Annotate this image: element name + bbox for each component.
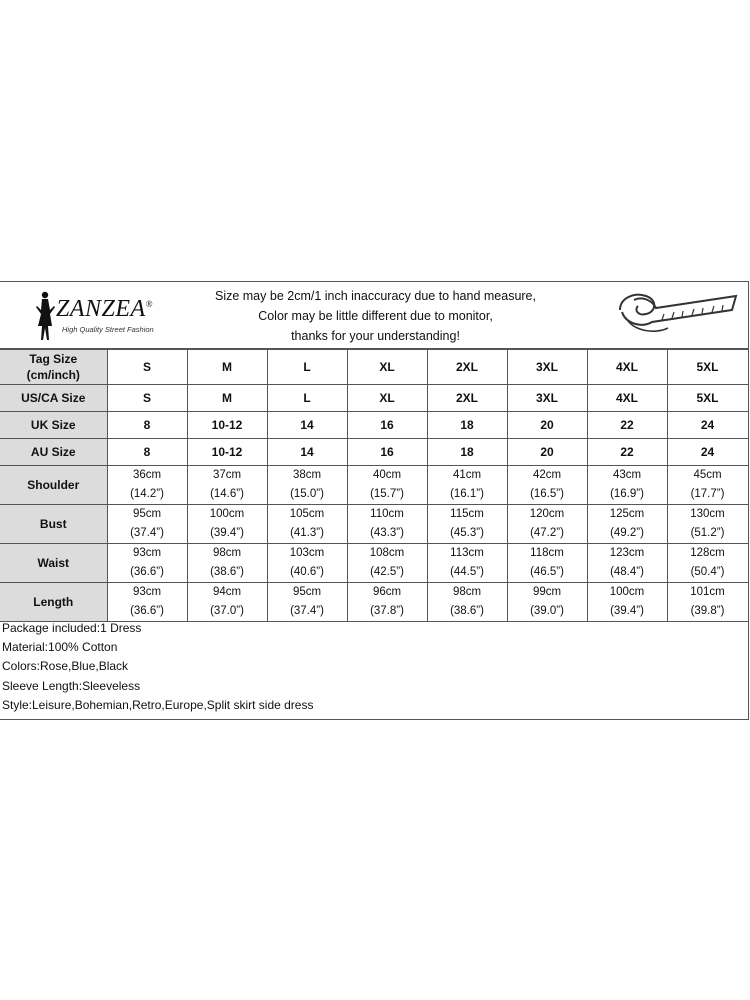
note-package: Package included:1 Dress (2, 621, 142, 635)
table-cell: 38cm (15.0”) (267, 466, 347, 505)
table-cell: 24 (667, 412, 748, 439)
table-cell: 110cm (43.3”) (347, 505, 427, 544)
table-cell: M (187, 385, 267, 412)
table-cell: 125cm (49.2”) (587, 505, 667, 544)
table-cell: L (267, 385, 347, 412)
table-cell: 18 (427, 439, 507, 466)
row-label: Length (0, 583, 107, 622)
row-label: AU Size (0, 439, 107, 466)
table-cell: 16 (347, 439, 427, 466)
table-cell: 93cm (36.6”) (107, 544, 187, 583)
notice-line: Size may be 2cm/1 inch inaccuracy due to hand measure, (214, 289, 536, 303)
table-cell: 123cm (48.4”) (587, 544, 667, 583)
table-cell: 22 (587, 412, 667, 439)
table-cell: 120cm (47.2”) (507, 505, 587, 544)
chart-header (0, 282, 748, 349)
table-cell: 10-12 (187, 412, 267, 439)
table-cell: 45cm (17.7”) (667, 466, 748, 505)
brand-logo (28, 290, 198, 342)
table-cell: 2XL (427, 350, 507, 385)
table-cell: 103cm (40.6”) (267, 544, 347, 583)
note-style: Style:Leisure,Bohemian,Retro,Europe,Split skirt side dress (2, 697, 314, 712)
table-cell: 101cm (39.8”) (667, 583, 748, 622)
note-material: Material:100% Cotton (2, 640, 118, 655)
table-cell: S (107, 385, 187, 412)
table-cell: 130cm (51.2”) (667, 505, 748, 544)
row-label: Bust (0, 505, 107, 544)
notice-line: thanks for your understanding! (291, 329, 460, 343)
table-cell: 115cm (45.3”) (427, 505, 507, 544)
table-cell: 40cm (15.7”) (347, 466, 427, 505)
table-cell: 42cm (16.5”) (507, 466, 587, 505)
row-label: US/CA Size (0, 385, 107, 412)
table-cell: 98cm (38.6”) (187, 544, 267, 583)
table-cell: 108cm (42.5”) (347, 544, 427, 583)
table-cell: 37cm (14.6”) (187, 466, 267, 505)
brand-tagline: High Quality Street Fashion (62, 325, 154, 334)
table-cell: 95cm (37.4”) (267, 583, 347, 622)
table-cell: 93cm (36.6”) (107, 583, 187, 622)
table-row (0, 439, 748, 466)
table-cell: 22 (587, 439, 667, 466)
measuring-tape-icon (612, 288, 742, 342)
table-cell: 8 (107, 439, 187, 466)
table-cell: 10-12 (187, 439, 267, 466)
table-cell: 3XL (507, 385, 587, 412)
table-row (0, 505, 748, 544)
table-cell: 5XL (667, 350, 748, 385)
table-cell: 118cm (46.5”) (507, 544, 587, 583)
note-sleeve: Sleeve Length:Sleeveless (2, 678, 141, 693)
table-cell: 14 (267, 412, 347, 439)
row-label: Waist (0, 544, 107, 583)
table-row (0, 350, 748, 385)
table-cell: XL (347, 385, 427, 412)
table-cell: 94cm (37.0”) (187, 583, 267, 622)
table-cell: 43cm (16.9”) (587, 466, 667, 505)
table-cell: 98cm (38.6”) (427, 583, 507, 622)
table-row (0, 385, 748, 412)
table-cell: 41cm (16.1”) (427, 466, 507, 505)
disclaimer-notice (178, 286, 573, 346)
row-label: UK Size (0, 412, 107, 439)
product-notes (2, 619, 313, 715)
table-row (0, 583, 748, 622)
table-cell: 100cm (39.4”) (187, 505, 267, 544)
table-row (0, 544, 748, 583)
size-chart (0, 281, 749, 720)
table-cell: 105cm (41.3”) (267, 505, 347, 544)
table-cell: 2XL (427, 385, 507, 412)
table-cell: 16 (347, 412, 427, 439)
table-cell: 5XL (667, 385, 748, 412)
row-label: Tag Size (cm/inch) (0, 350, 107, 385)
table-cell: 20 (507, 439, 587, 466)
notice-line: Color may be little different due to monitor, (258, 309, 493, 323)
table-cell: 14 (267, 439, 347, 466)
table-cell: 95cm (37.4”) (107, 505, 187, 544)
table-cell: 99cm (39.0”) (507, 583, 587, 622)
table-cell: 4XL (587, 350, 667, 385)
row-label: Shoulder (0, 466, 107, 505)
table-cell: 96cm (37.8”) (347, 583, 427, 622)
table-cell: 18 (427, 412, 507, 439)
table-cell: S (107, 350, 187, 385)
size-table (0, 349, 749, 622)
table-cell: 3XL (507, 350, 587, 385)
table-cell: L (267, 350, 347, 385)
table-row (0, 466, 748, 505)
woman-silhouette-icon (34, 290, 56, 342)
table-cell: 8 (107, 412, 187, 439)
table-cell: 20 (507, 412, 587, 439)
table-cell: M (187, 350, 267, 385)
table-cell: 113cm (44.5”) (427, 544, 507, 583)
table-cell: XL (347, 350, 427, 385)
table-cell: 36cm (14.2”) (107, 466, 187, 505)
brand-name: ZANZEA® (56, 296, 154, 322)
table-row (0, 412, 748, 439)
table-cell: 4XL (587, 385, 667, 412)
table-cell: 128cm (50.4”) (667, 544, 748, 583)
table-cell: 24 (667, 439, 748, 466)
table-cell: 100cm (39.4”) (587, 583, 667, 622)
note-colors: Colors:Rose,Blue,Black (2, 659, 129, 674)
